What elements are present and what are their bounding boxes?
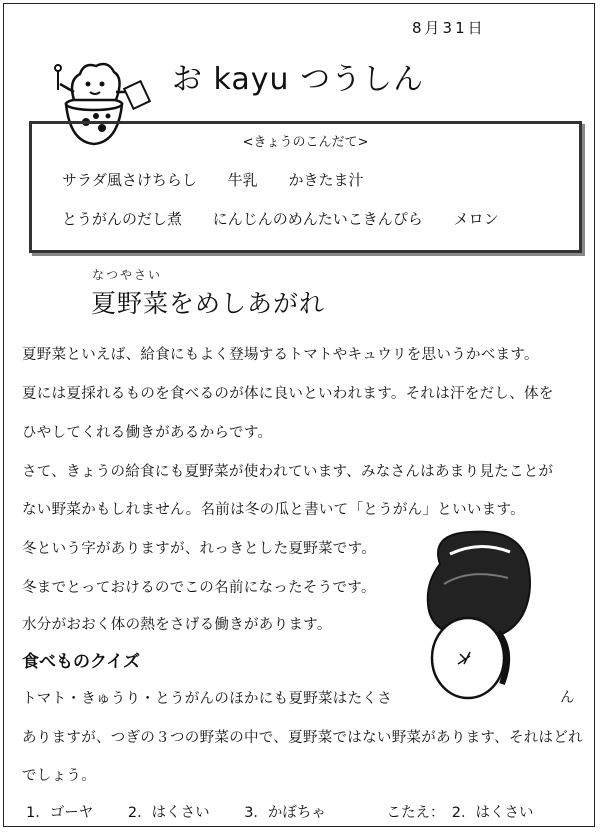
article-line: 冬までとっておけるのでこの名前になったそうです。 (22, 580, 376, 596)
article-heading: 夏野菜をめしあがれ (91, 289, 326, 318)
article-line: 水分がおおく体の熱をさげる働きがあります。 (22, 617, 332, 633)
newsletter-page (3, 3, 595, 827)
menu-line-2 (62, 208, 525, 229)
quiz-option: 2．はくさい (127, 805, 210, 821)
article-line: 夏には夏採れるものを食べるのが体に良いといわれます。それは汗をだし、体を (22, 386, 554, 402)
article-line: 冬という字がありますが、れっきとした夏野菜です。 (22, 541, 377, 557)
menu-line-1 (62, 169, 389, 190)
article-line: ひやしてくれる働きがあるからです。 (22, 425, 273, 441)
menu-item: 牛乳 (227, 171, 258, 189)
menu-item: かきたま汁 (288, 171, 364, 189)
quiz-option: 1．ゴーヤ (26, 805, 94, 821)
article-line: 夏野菜といえば、給食にもよく登場するトマトやキュウリを思いうかべます。 (22, 347, 539, 363)
quiz-line: トマト・きゅうり・とうがんのほかにも夏野菜はたくさ (22, 691, 392, 707)
article-line: ない野菜かもしれません。名前は冬の瓜と書いて「とうがん」といいます。 (22, 502, 525, 518)
quiz-line-tail: ん (560, 690, 575, 706)
winter-melon-illustration (410, 524, 540, 704)
quiz-title: 食べものクイズ (22, 652, 140, 672)
quiz-line: ありますが、つぎの３つの野菜の中で、夏野菜ではない野菜があります、それはどれ (22, 730, 583, 746)
menu-item: メロン (453, 210, 499, 228)
page-title: お kayu つうしん (172, 62, 425, 97)
menu-item: にんじんのめんたいこきんぴら (212, 210, 423, 228)
menu-heading: <きょうのこんだて> (242, 135, 369, 150)
menu-item: とうがんのだし煮 (62, 210, 183, 228)
menu-box (29, 121, 582, 253)
quiz-option: 3．かぼちゃ (244, 805, 326, 821)
quiz-options (26, 801, 564, 822)
article-line: さて、きょうの給食にも夏野菜が使われています、みなさんはあまり見たことが (22, 464, 554, 480)
date: 8月31日 (412, 19, 486, 37)
quiz-answer: こたえ： 2．はくさい (386, 805, 534, 821)
quiz-line: でしょう。 (22, 768, 96, 784)
menu-item: サラダ風さけちらし (62, 171, 197, 189)
heading-ruby: なつやさい (92, 268, 163, 282)
